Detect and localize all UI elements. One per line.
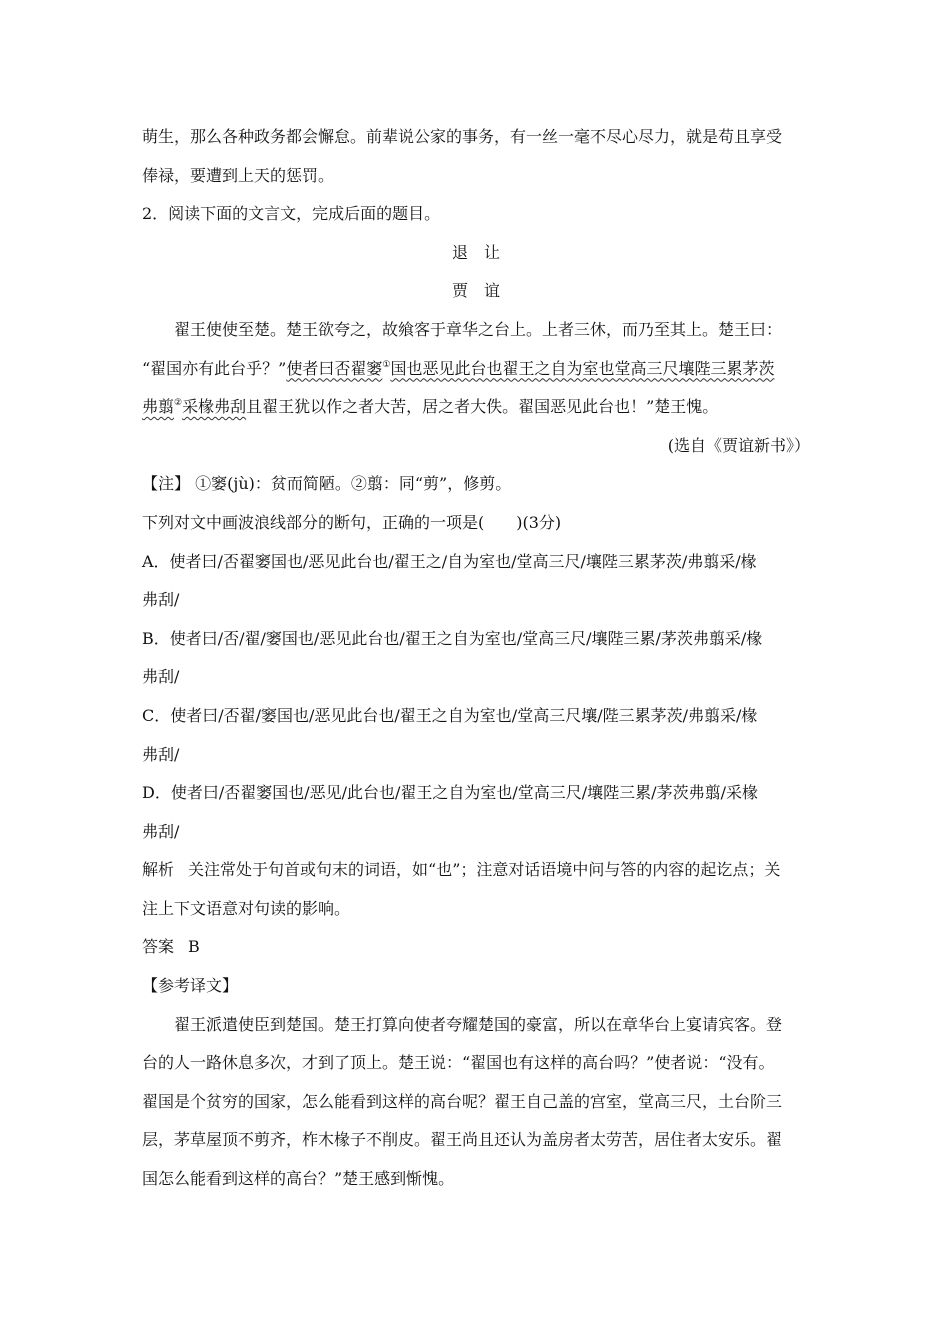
intro-line: 俸禄，要遭到上天的惩罚。 (142, 165, 335, 185)
translation-line: 台的人一路休息多次，才到了顶上。楚王说：“翟国也有这样的高台吗？”使者说：“没有。 (142, 1053, 775, 1073)
option-b-line2: 弗刮/ (142, 667, 180, 687)
passage-line (142, 388, 810, 427)
footnote-mark: ② (174, 398, 183, 409)
passage-line (142, 350, 810, 389)
translation-line: 翟王派遣使臣到楚国。楚王打算向使者夸耀楚国的豪富，所以在章华台上宴请宾客。登 (174, 1014, 783, 1034)
passage-title: 退 让 (451, 242, 500, 262)
footnote-mark: ① (382, 359, 391, 370)
answer-value: B (188, 937, 200, 957)
translation-heading: 【参考译文】 (142, 976, 239, 996)
option-b-line1: B．使者曰/否/翟/窭国也/恶见此台也/翟王之自为室也/堂高三尺/壤陛三累/茅茨弗翦采/椽 (142, 628, 763, 648)
passage-quote: “翟国亦有此台乎？” (142, 358, 287, 378)
analysis (142, 851, 810, 890)
analysis-text: 关注常处于句首或句末的词语，如“也”；注意对话语境中问与答的内容的起讫点；关 (188, 860, 781, 880)
question-heading: 2．阅读下面的文言文，完成后面的题目。 (142, 204, 441, 224)
intro-line: 萌生，那么各种政务都会懈怠。前辈说公家的事务，有一丝一毫不尽心尽力，就是苟且享受 (142, 127, 783, 146)
wavy-underlined-text: 采椽弗刮 (182, 397, 247, 417)
notes (142, 465, 810, 504)
document-body (142, 118, 810, 1199)
analysis-label: 解析 (142, 860, 175, 880)
analysis-line: 注上下文语意对句读的影响。 (142, 898, 351, 918)
option-a-line2: 弗刮/ (142, 590, 180, 610)
option-c-line1: C．使者曰/否翟/窭国也/恶见此台也/翟王之自为室也/堂高三尺壤/陛三累茅茨/弗翦采/椽 (142, 705, 758, 725)
wavy-underlined-text: 使者曰否翟窭 (286, 358, 383, 378)
translation-line: 层，茅草屋顶不剪齐，柞木椽子不削皮。翟王尚且还认为盖房者太劳苦，居住者太安乐。翟 (142, 1130, 783, 1150)
passage-line: 翟王使使至楚。楚王欲夸之，故飨客于章华之台上。上者三休，而乃至其上。楚王曰： (174, 319, 783, 339)
question-stem: 下列对文中画波浪线部分的断句，正确的一项是( )(3分) (142, 512, 562, 532)
option-a-line1: A．使者曰/否翟窭国也/恶见此台也/翟王之/自为室也/堂高三尺/壤陛三累茅茨/弗翦采/椽 (142, 551, 757, 571)
wavy-underlined-text: 国也恶见此台也翟王之自为室也堂高三尺壤陛三累茅茨 (390, 358, 775, 378)
option-c-line2: 弗刮/ (142, 744, 180, 764)
notes-label: 【注】 (142, 474, 191, 494)
wavy-underlined-text: 弗翦 (142, 397, 175, 417)
translation-line: 翟国是个贫穷的国家，怎么能看到这样的高台呢？翟王自己盖的宫室，堂高三尺，土台阶三 (142, 1091, 783, 1111)
answer-label: 答案 (142, 937, 175, 957)
translation-line: 国怎么能看到这样的高台？”楚王感到惭愧。 (142, 1169, 455, 1189)
passage-author: 贾 谊 (451, 281, 500, 301)
option-d-line2: 弗刮/ (142, 821, 180, 841)
answer (142, 928, 810, 967)
passage-text: 且翟王犹以作之者大苦，居之者大佚。翟国恶见此台也！”楚王愧。 (246, 397, 719, 417)
notes-text: ①窭(jù)：贫而简陋。②翦：同“剪”，修剪。 (195, 474, 512, 494)
option-d-line1: D．使者曰/否翟窭国也/恶见/此台也/翟王之自为室也/堂高三尺/壤陛三累/茅茨弗翦/采椽 (142, 783, 758, 803)
passage-source: (选自《贾谊新书》） (667, 435, 810, 455)
